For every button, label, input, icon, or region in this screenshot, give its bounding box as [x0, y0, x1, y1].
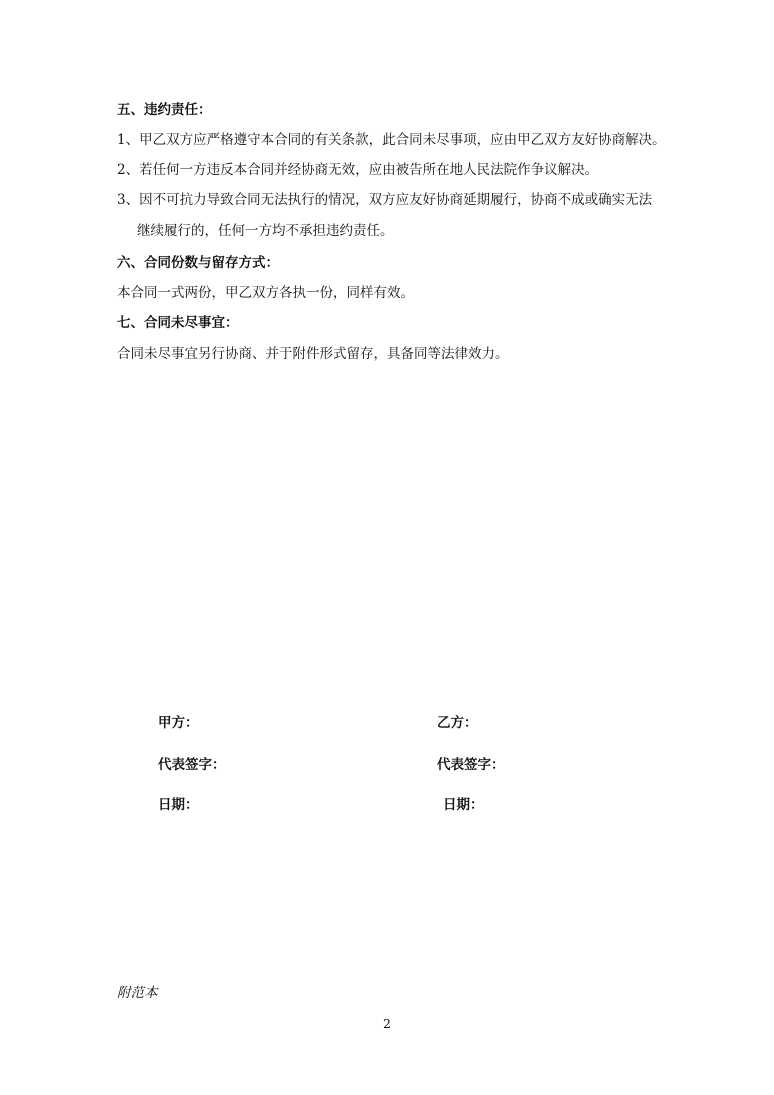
appendix-note: 附范本 [117, 985, 158, 1001]
section-5-item-3: 3、因不可抗力导致合同无法执行的情况，双方应友好协商延期履行，协商不成或确实无法 [117, 192, 653, 208]
section-6-heading: 六、合同份数与留存方式： [117, 255, 279, 271]
section-5-heading: 五、违约责任： [117, 102, 212, 118]
section-5-item-2: 2、若任何一方违反本合同并经协商无效，应由被告所在地人民法院作争议解决。 [117, 162, 599, 178]
party-b-label: 乙方： [437, 715, 478, 731]
section-5-item-3-continued: 继续履行的，任何一方均不承担违约责任。 [137, 223, 394, 239]
party-a-representative-label: 代表签字： [158, 757, 226, 773]
page-number: 2 [383, 1016, 391, 1031]
party-a-label: 甲方： [158, 715, 199, 731]
section-6-text: 本合同一式两份，甲乙双方各执一份，同样有效。 [117, 285, 414, 301]
section-7-text: 合同未尽事宜另行协商、并于附件形式留存，具备同等法律效力。 [117, 346, 509, 362]
party-b-date-label: 日期： [443, 797, 484, 813]
party-b-representative-label: 代表签字： [437, 757, 505, 773]
section-7-heading: 七、合同未尽事宜： [117, 315, 239, 331]
section-5-item-1: 1、甲乙双方应严格遵守本合同的有关条款，此合同未尽事项，应由甲乙双方友好协商解决。 [117, 132, 666, 148]
party-a-date-label: 日期： [158, 797, 199, 813]
